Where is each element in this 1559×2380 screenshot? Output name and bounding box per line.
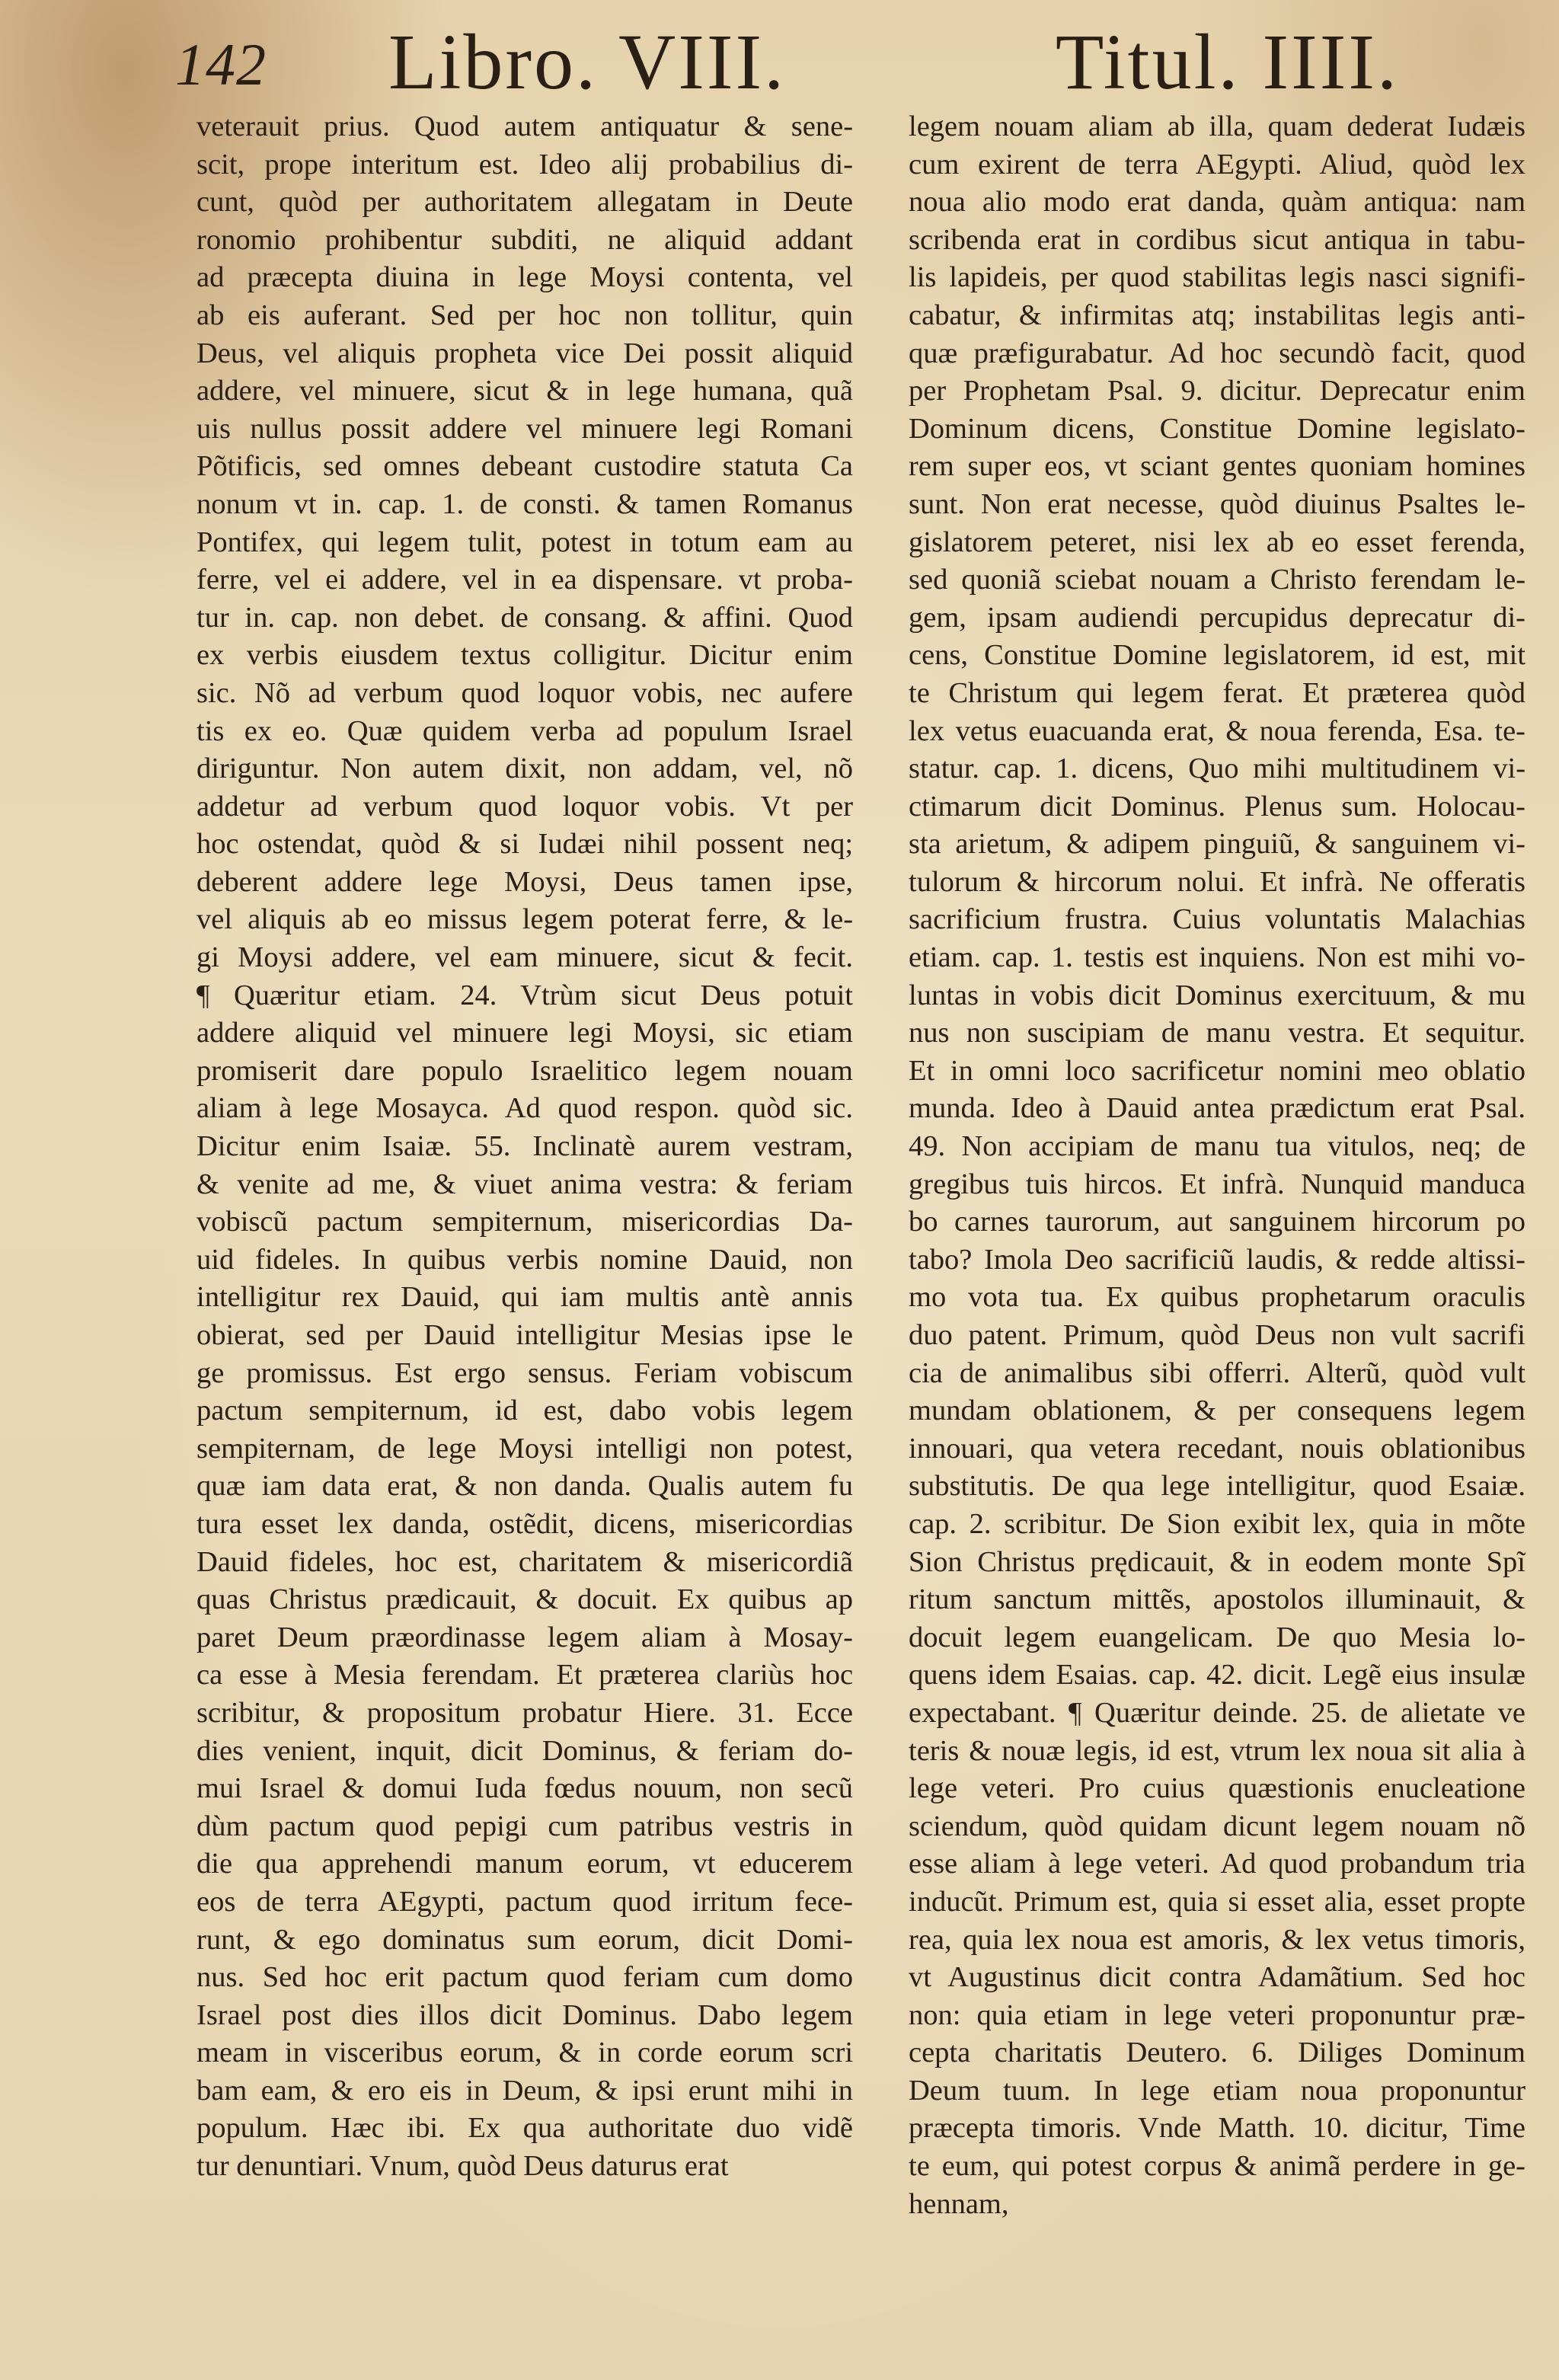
text-line: luntas in vobis dicit Dominus exercituum, & mu [909, 979, 1525, 1011]
text-line: dies venient, inquit, dicit Dominus, & feriam do- [196, 1734, 853, 1767]
text-line: vt Augustinus dicit contra Adamãtium. Sed hoc [909, 1961, 1525, 1994]
text-line: veterauit prius. Quod autem antiquatur & sene- [196, 110, 853, 142]
text-line: addere, vel minuere, sicut & in lege humana, quã [196, 375, 853, 407]
text-line: intelligitur rex Dauid, qui iam multis antè annis [196, 1281, 853, 1314]
text-line: pactum sempiternum, id est, dabo vobis legem [196, 1394, 853, 1427]
text-line: addetur ad verbum quod loquor vobis. Vt per [196, 790, 853, 823]
text-line: substitutis. De qua lege intelligitur, quod Esaiæ. [909, 1470, 1525, 1503]
text-line: obierat, sed per Dauid intelligitur Mesias ipse le [196, 1319, 853, 1351]
text-line: te Christum qui legem ferat. Et præterea quòd [909, 676, 1525, 709]
text-line: tis ex eo. Quæ quidem verba ad populum Israel [196, 714, 853, 747]
page-number: 142 [175, 31, 267, 97]
text-line: sunt. Non erat necesse, quòd diuinus Psaltes le- [909, 487, 1525, 520]
text-line: ad præcepta diuina in lege Moysi contenta, vel [196, 261, 853, 294]
text-line: ¶ Quæritur etiam. 24. Vtrùm sicut Deus potuit [196, 979, 853, 1011]
text-line: Israel post dies illos dicit Dominus. Dabo legem [196, 1998, 853, 2031]
text-line: noua alio modo erat danda, quàm antiqua: nam [909, 186, 1525, 219]
text-line: inducũt. Primum est, quia si esset alia, esset propte [909, 1885, 1525, 1918]
text-line: ctimarum dicit Dominus. Plenus sum. Holocau- [909, 790, 1525, 823]
text-line: lis lapideis, per quod stabilitas legis nasci signifi- [909, 261, 1525, 294]
text-line: lege veteri. Pro cuius quæstionis enucleatione [909, 1772, 1525, 1805]
text-line: sempiternam, de lege Moysi intelligi non potest, [196, 1432, 853, 1465]
text-line: præcepta timoris. Vnde Matth. 10. dicitur, Time [909, 2112, 1525, 2145]
text-line: munda. Ideo à Dauid antea prædictum erat Psal. [909, 1092, 1525, 1125]
left-text-column [196, 108, 853, 2186]
text-line: innouari, qua vetera recedant, nouis oblationibus [909, 1432, 1525, 1465]
text-line: cens, Constitue Domine legislatorem, id est, mit [909, 639, 1525, 672]
text-line: ca esse à Mesia ferendam. Et præterea clariùs hoc [196, 1659, 853, 1692]
text-line: gi Moysi addere, vel eam minuere, sicut & fecit. [196, 941, 853, 974]
text-line: Dicitur enim Isaiæ. 55. Inclinatè aurem vestram, [196, 1130, 853, 1163]
text-line: quas Christus prædicauit, & docuit. Ex quibus ap [196, 1583, 853, 1616]
text-line: cia de animalibus sibi offerri. Alterũ, quòd vult [909, 1356, 1525, 1389]
text-line: gem, ipsam audiendi percupidus deprecatur di- [909, 601, 1525, 634]
text-line: 49. Non accipiam de manu tua vitulos, neq; de [909, 1130, 1525, 1163]
text-line: deberent addere lege Moysi, Deus tamen ipse, [196, 865, 853, 898]
text-line: sta arietum, & adipem pinguiũ, & sanguinem vi- [909, 828, 1525, 861]
text-line: sciendum, quòd quidam dicunt legem nouam nõ [909, 1810, 1525, 1842]
text-line: sic. Nõ ad verbum quod loquor vobis, nec aufere [196, 676, 853, 709]
text-line: quæ præfigurabatur. Ad hoc secundò facit, quod [909, 337, 1525, 369]
text-line: gregibus tuis hircos. Et infrà. Nunquid manduca [909, 1168, 1525, 1200]
text-line: diriguntur. Non autem dixit, non addam, vel, nõ [196, 752, 853, 785]
text-line: bam eam, & ero eis in Deum, & ipsi erunt mihi in [196, 2074, 853, 2107]
text-line: tur in. cap. non debet. de consang. & affini. Quod [196, 601, 853, 634]
text-line: bo carnes taurorum, aut sanguinem hircorum po [909, 1206, 1525, 1238]
text-line: ge promissus. Est ergo sensus. Feriam vobiscum [196, 1356, 853, 1389]
text-line: rea, quia lex noua est amoris, & lex vetus timoris, [909, 1923, 1525, 1956]
text-line: Deus, vel aliquis propheta vice Dei possit aliquid [196, 337, 853, 369]
text-line: populum. Hæc ibi. Ex qua authoritate duo vidẽ [196, 2112, 853, 2145]
text-line: cum exirent de terra AEgypti. Aliud, quòd lex [909, 148, 1525, 180]
text-line: vobiscũ pactum sempiternum, misericordias Da- [196, 1206, 853, 1238]
text-line: die qua apprehendi manum eorum, vt educerem [196, 1848, 853, 1880]
text-line: non: quia etiam in lege veteri proponuntur præ- [909, 1998, 1525, 2031]
text-line: & venite ad me, & viuet anima vestra: & feriam [196, 1168, 853, 1200]
text-line: ritum sanctum mittẽs, apostolos illuminauit, & [909, 1583, 1525, 1616]
text-line: ab eis auferant. Sed per hoc non tollitur, quin [196, 299, 853, 331]
text-line: statur. cap. 1. dicens, Quo mihi multitudinem vi- [909, 752, 1525, 785]
text-line: mundam oblationem, & per consequens legem [909, 1394, 1525, 1427]
text-line: quens idem Esaias. cap. 42. dicit. Legẽ eius insulæ [909, 1659, 1525, 1692]
text-line: vel aliquis ab eo missus legem poterat ferre, & le- [196, 903, 853, 936]
text-line: nus non suscipiam de manu vestra. Et sequitur. [909, 1017, 1525, 1049]
text-line: dùm pactum quod pepigi cum patribus vestris in [196, 1810, 853, 1842]
text-line: scit, prope interitum est. Ideo alij probabilius di- [196, 148, 853, 180]
text-line: addere aliquid vel minuere legi Moysi, sic etiam [196, 1017, 853, 1049]
text-line: Dauid fideles, hoc est, charitatem & misericordiã [196, 1545, 853, 1578]
text-line: eos de terra AEgypti, pactum quod irritum fece- [196, 1885, 853, 1918]
text-line: legem nouam aliam ab illa, quam dederat Iudæis [909, 110, 1525, 142]
text-line: te eum, qui potest corpus & animã perdere in ge- [909, 2150, 1525, 2183]
text-line: scribitur, & propositum probatur Hiere. 31. Ecce [196, 1696, 853, 1729]
text-line: docuit legem euangelicam. De quo Mesia lo- [909, 1621, 1525, 1653]
text-line: aliam à lege Mosayca. Ad quod respon. quòd sic. [196, 1092, 853, 1125]
text-line: scribenda erat in cordibus sicut antiqua in tabu- [909, 223, 1525, 256]
text-line: cepta charitatis Deutero. 6. Diliges Dominum [909, 2037, 1525, 2069]
text-line: meam in visceribus eorum, & in corde eorum scri [196, 2037, 853, 2069]
text-line: quæ iam data erat, & non danda. Qualis autem fu [196, 1470, 853, 1503]
text-line: cabatur, & infirmitas atq; instabilitas legis anti- [909, 299, 1525, 331]
running-head-title: Titul. IIII. [1055, 18, 1399, 106]
page-header [175, 17, 1452, 108]
text-line: cunt, quòd per authoritatem allegatam in Deute [196, 186, 853, 219]
right-text-column [909, 108, 1525, 2223]
text-line: duo patent. Primum, quòd Deus non vult sacrifi [909, 1319, 1525, 1351]
text-line: rem super eos, vt sciant gentes quoniam homines [909, 450, 1525, 483]
text-line: uid fideles. In quibus verbis nomine Dauid, non [196, 1243, 853, 1276]
text-line: expectabant. ¶ Quæritur deinde. 25. de alietate ve [909, 1696, 1525, 1729]
text-line: lex vetus euacuanda erat, & noua ferenda, Esa. te- [909, 714, 1525, 747]
text-line: Dominum dicens, Constitue Domine legislato- [909, 412, 1525, 445]
text-line: tabo? Imola Deo sacrificiũ laudis, & redde altissi- [909, 1243, 1525, 1276]
text-line: mui Israel & domui Iuda fœdus nouum, non secũ [196, 1772, 853, 1805]
text-line: paret Deum præordinasse legem aliam à Mosay- [196, 1621, 853, 1653]
text-line: Et in omni loco sacrificetur nomini meo oblatio [909, 1054, 1525, 1087]
text-line: tura esset lex danda, ostẽdit, dicens, misericordias [196, 1507, 853, 1540]
text-line: nus. Sed hoc erit pactum quod feriam cum domo [196, 1961, 853, 1994]
text-line: runt, & ego dominatus sum eorum, dicit Domi- [196, 1923, 853, 1956]
text-line: tur denuntiari. Vnum, quòd Deus daturus erat [196, 2150, 729, 2183]
text-line: mo vota tua. Ex quibus prophetarum oraculis [909, 1281, 1525, 1314]
text-line: esse aliam à lege veteri. Ad quod probandum tria [909, 1848, 1525, 1880]
text-line: teris & nouæ legis, id est, vtrum lex noua sit alia à [909, 1734, 1525, 1767]
text-line: etiam. cap. 1. testis est inquiens. Non est mihi vo- [909, 941, 1525, 974]
text-line: Sion Christus prędicauit, & in eodem monte Spĩ [909, 1545, 1525, 1578]
text-line: uis nullus possit addere vel minuere legi Romani [196, 412, 853, 445]
text-line: tulorum & hircorum nolui. Et infrà. Ne offeratis [909, 865, 1525, 898]
text-line: ferre, vel ei addere, vel in ea dispensare. vt proba- [196, 564, 853, 596]
text-line: sed quoniã sciebat nouam a Christo ferendam le- [909, 564, 1525, 596]
running-head-book: Libro. VIII. [388, 18, 787, 106]
text-line: per Prophetam Psal. 9. dicitur. Deprecatur enim [909, 375, 1525, 407]
text-line: Põtificis, sed omnes debeant custodire statuta Ca [196, 450, 853, 483]
text-line: hoc ostendat, quòd & si Iudæi nihil possent neq; [196, 828, 853, 861]
text-line: ronomio prohibentur subditi, ne aliquid addant [196, 223, 853, 256]
text-line: Pontifex, qui legem tulit, potest in totum eam au [196, 526, 853, 558]
text-line: Deum tuum. In lege etiam noua proponuntur [909, 2074, 1525, 2107]
text-line: promiserit dare populo Israelitico legem nouam [196, 1054, 853, 1087]
text-line: sacrificium frustra. Cuius voluntatis Malachias [909, 903, 1525, 936]
text-line: cap. 2. scribitur. De Sion exibit lex, quia in mõte [909, 1507, 1525, 1540]
text-line: nonum vt in. cap. 1. de consti. & tamen Romanus [196, 487, 853, 520]
text-line: hennam, [909, 2187, 1009, 2220]
text-line: gislatorem peteret, nisi lex ab eo esset ferenda, [909, 526, 1525, 558]
text-line: ex verbis eiusdem textus colligitur. Dicitur enim [196, 639, 853, 672]
